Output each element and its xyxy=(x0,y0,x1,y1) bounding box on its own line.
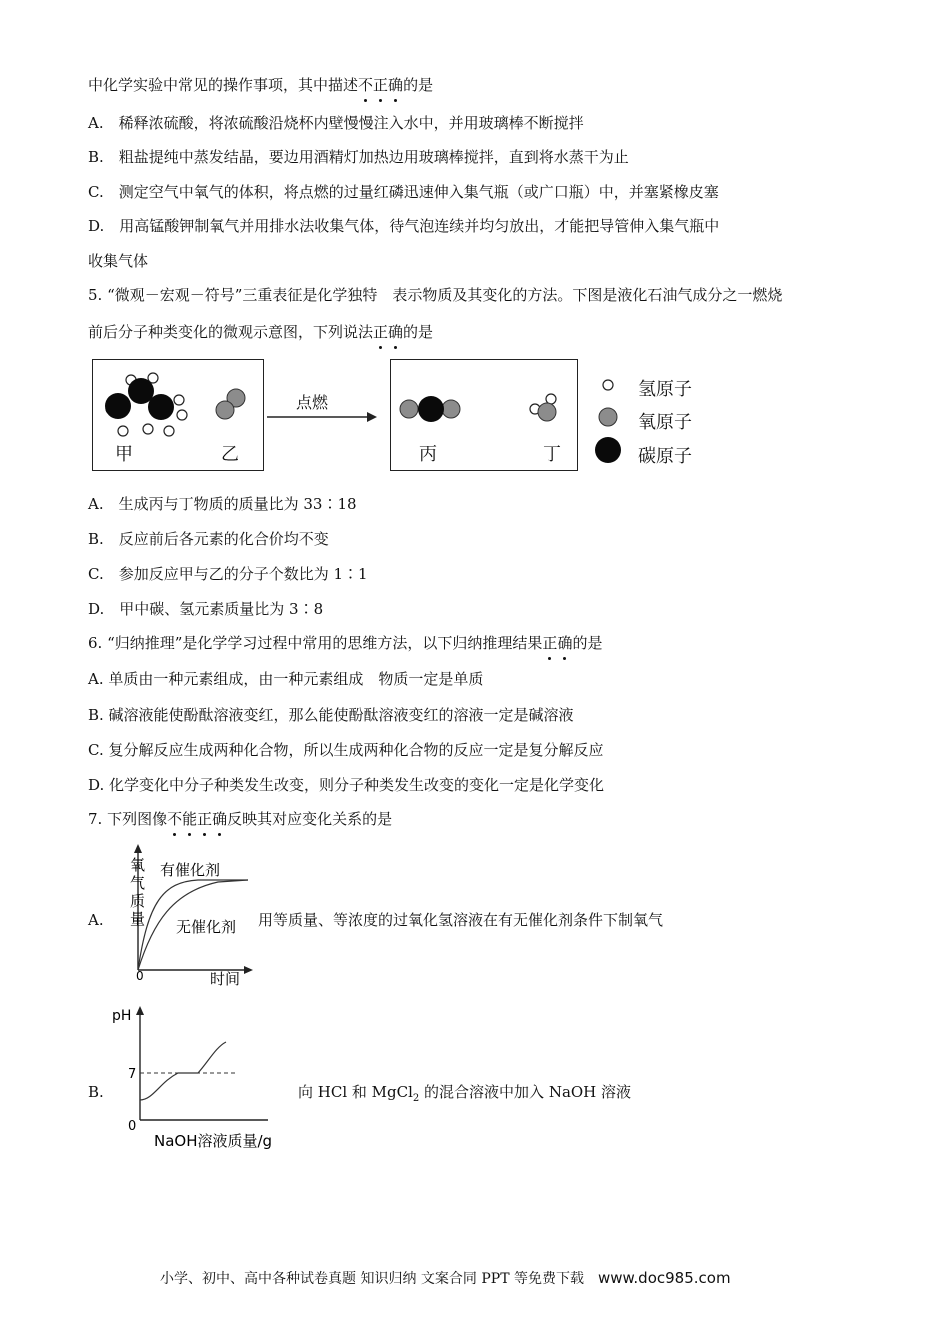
carbon-dioxide-molecule xyxy=(400,396,460,422)
x-label-time: 时间 xyxy=(210,970,241,987)
q5-option-a: A. 生成丙与丁物质的质量比为 33∶18 xyxy=(88,495,357,513)
curve-label-without-catalyst: 无催化剂 xyxy=(176,918,237,936)
q4-option-a: A. 稀释浓硫酸，将浓硫酸沿烧杯内壁慢慢注入水中，并用玻璃棒不断搅拌 xyxy=(88,114,584,132)
q6-stem-emphasis-2: 确 xyxy=(557,634,573,652)
q7-option-b-text xyxy=(298,1082,631,1109)
q4-stem-emphasis-3: 确 xyxy=(388,76,404,94)
x-label-naoh: NaOH溶液质量/g xyxy=(154,1132,273,1150)
y-label-a2: 气 xyxy=(130,874,146,892)
y-label-ph: pH xyxy=(112,1008,132,1024)
legend-swatches xyxy=(592,372,632,467)
q4-option-c: C. 测定空气中氧气的体积，将点燃的过量红磷迅速伸入集气瓶（或广口瓶）中，并塞紧橡皮塞 xyxy=(88,183,719,201)
q7-option-b-subscript: 2 xyxy=(412,1093,420,1104)
q5-stem-tail: 的是 xyxy=(403,323,434,341)
label-bing: 丙 xyxy=(419,444,437,465)
q6-option-b: B. 碱溶液能使酚酞溶液变红，那么能使酚酞溶液变红的溶液一定是碱溶液 xyxy=(88,706,574,724)
q4-stem-tail: 的是 xyxy=(403,76,434,94)
reactants-box xyxy=(92,359,264,471)
carbon-atom-swatch xyxy=(595,437,621,463)
q4-option-d: D. 用高锰酸钾制氧气并用排水法收集气体，待气泡连续并均匀放出，才能把导管伸入集气瓶中 xyxy=(88,217,720,235)
label-ding: 丁 xyxy=(543,444,561,465)
propane-molecule xyxy=(105,373,187,436)
footer xyxy=(160,1268,731,1288)
label-yi: 乙 xyxy=(221,444,239,465)
label-jia: 甲 xyxy=(115,444,133,465)
q7-stem-text: 7. 下列图像 xyxy=(88,810,168,828)
q4-option-b: B. 粗盐提纯中蒸发结晶，要边用酒精灯加热边用玻璃棒搅拌，直到将水蒸干为止 xyxy=(88,148,629,166)
oxygen-molecule xyxy=(216,389,245,419)
curve-label-with-catalyst: 有催化剂 xyxy=(160,861,221,879)
arrow-label: 点燃 xyxy=(296,393,329,412)
q6-stem-emphasis-1: 正 xyxy=(542,634,558,652)
q7-stem xyxy=(88,809,392,829)
y-label-a4: 量 xyxy=(130,910,146,928)
q5-option-d: D. 甲中碳、氢元素质量比为 3∶8 xyxy=(88,600,324,618)
q7-graph-a xyxy=(108,842,258,987)
q6-stem-text: 6. “归纳推理”是化学学习过程中常用的思维方法，以下归纳推理结果 xyxy=(88,634,543,652)
q7-option-a-letter: A. xyxy=(88,911,104,929)
q7-stem-emphasis-2: 能 xyxy=(182,810,198,828)
q7-option-b-text-post: 的混合溶液中加入 NaOH 溶液 xyxy=(419,1083,632,1101)
legend-oxygen: 氧原子 xyxy=(638,412,692,433)
q7-stem-emphasis-4: 确 xyxy=(212,810,228,828)
origin-a: 0 xyxy=(136,969,144,983)
q7-option-b-text-pre: 向 HCl 和 MgCl xyxy=(298,1083,413,1101)
q6-stem xyxy=(88,633,602,653)
footer-text: 小学、初中、高中各种试卷真题 知识归纳 文案合同 PPT 等免费下载 xyxy=(160,1271,584,1287)
y-label-a3: 质 xyxy=(130,892,146,910)
q4-stem-emphasis-1: 不 xyxy=(358,76,374,94)
products-box xyxy=(390,359,578,471)
q7-option-a-text: 用等质量、等浓度的过氧化氢溶液在有无催化剂条件下制氧气 xyxy=(258,911,664,929)
q6-option-d: D. 化学变化中分子种类发生改变，则分子种类发生改变的变化一定是化学变化 xyxy=(88,776,605,794)
q5-stem-text: 前后分子种类变化的微观示意图，下列说法 xyxy=(88,323,374,341)
q7-stem-emphasis-1: 不 xyxy=(167,810,183,828)
origin-b: 0 xyxy=(128,1119,137,1134)
q6-stem-tail: 的是 xyxy=(572,634,603,652)
q7-stem-emphasis-3: 正 xyxy=(197,810,213,828)
q7-graph-b xyxy=(108,1002,308,1152)
q5-stem-line2 xyxy=(88,322,433,342)
q4-stem xyxy=(88,75,433,95)
water-molecule xyxy=(530,394,556,421)
q5-stem-emphasis-1: 正 xyxy=(373,323,389,341)
q5-option-b: B. 反应前后各元素的化合价均不变 xyxy=(88,530,329,548)
q4-option-d-continued: 收集气体 xyxy=(88,252,149,270)
q4-stem-text: 中化学实验中常见的操作事项，其中描述 xyxy=(88,76,359,94)
q4-stem-emphasis-2: 正 xyxy=(373,76,389,94)
y-label-a1: 氧 xyxy=(130,856,146,874)
legend-carbon: 碳原子 xyxy=(638,446,692,467)
hydrogen-atom-swatch xyxy=(603,380,613,390)
q7-stem-tail: 反映其对应变化关系的是 xyxy=(227,810,393,828)
q6-option-a: A. 单质由一种元素组成，由一种元素组成 物质一定是单质 xyxy=(88,670,484,688)
q6-option-c: C. 复分解反应生成两种化合物，所以生成两种化合物的反应一定是复分解反应 xyxy=(88,741,604,759)
q5-stem-emphasis-2: 确 xyxy=(388,323,404,341)
ph-curve xyxy=(140,1042,226,1100)
y-tick-7: 7 xyxy=(128,1067,137,1082)
legend-hydrogen: 氢原子 xyxy=(638,379,692,400)
q5-option-c: C. 参加反应甲与乙的分子个数比为 1∶1 xyxy=(88,565,368,583)
q7-option-b-letter: B. xyxy=(88,1083,104,1101)
q5-stem-line1: 5. “微观－宏观－符号”三重表征是化学独特 表示物质及其变化的方法。下图是液化石油气成分之一燃烧 xyxy=(88,286,783,304)
oxygen-atom-swatch xyxy=(599,408,617,426)
footer-url[interactable]: www.doc985.com xyxy=(597,1269,731,1287)
